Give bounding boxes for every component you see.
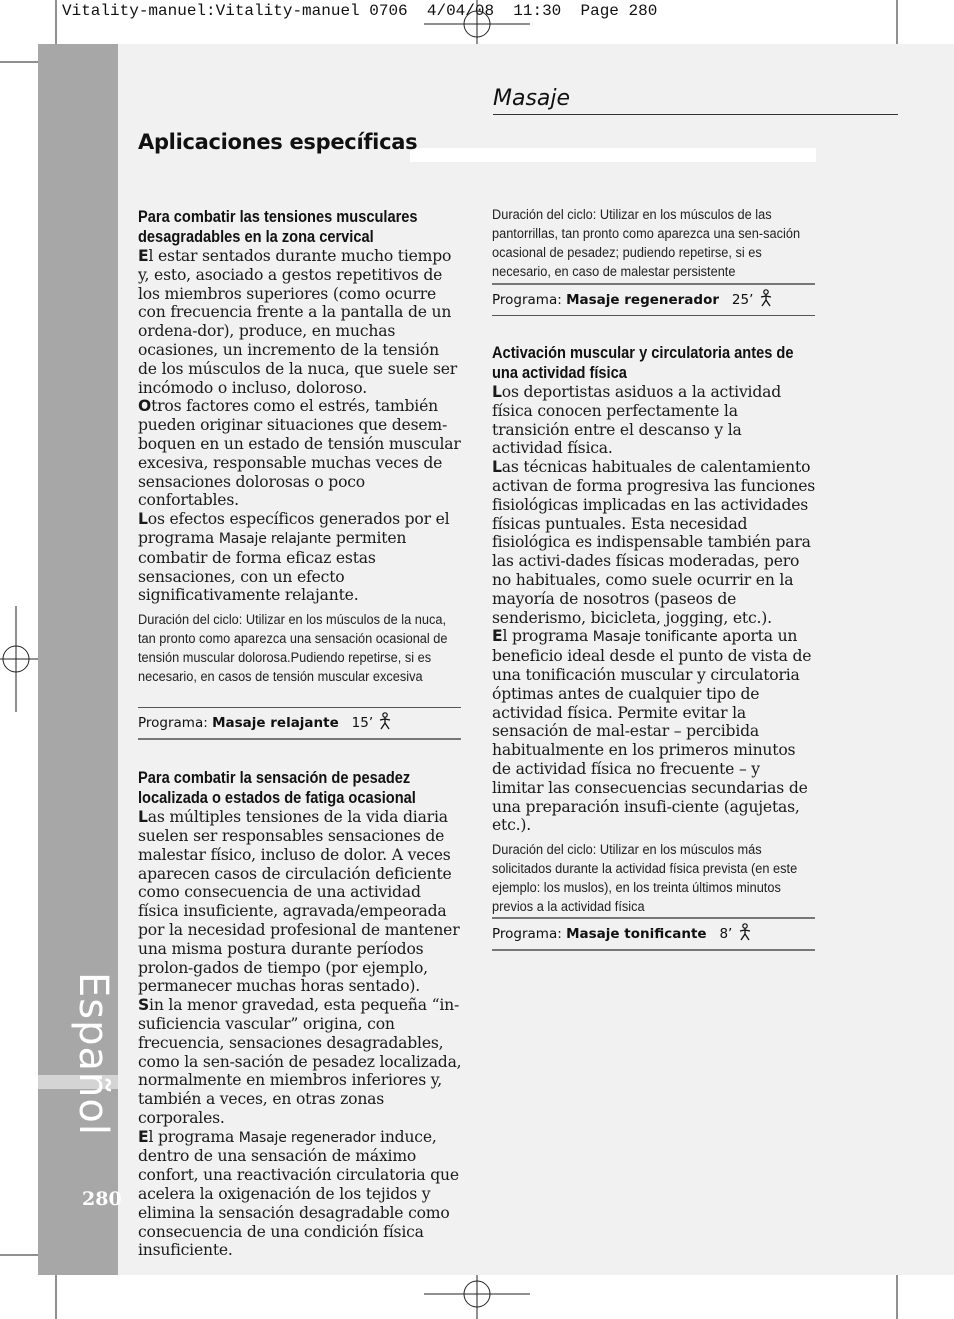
massage-figure-icon bbox=[758, 289, 774, 307]
program-name: Masaje relajante bbox=[212, 715, 339, 732]
paragraph: Los deportistas asiduos a la actividad física conocen perfectamente la transición entre el descanso y la actividad física. bbox=[492, 383, 782, 458]
program-time: 8’ bbox=[719, 926, 733, 943]
program-time: 15’ bbox=[351, 715, 374, 732]
paragraph: El programa Masaje regenerador induce, dentro de una sensación de máximo confort, una reactivación circulatoria que acelera la oxigenación de los tejidos y elimina la sensación desagradable como consecuencia de una condición física insuficiente. bbox=[138, 1127, 459, 1260]
language-label: Español bbox=[70, 972, 116, 1136]
drop-cap: S bbox=[138, 996, 150, 1015]
program-name: Masaje relajante bbox=[218, 530, 332, 547]
program-line: Programa: Masaje regenerador 25’ bbox=[492, 285, 816, 315]
drop-cap: L bbox=[492, 458, 502, 477]
registration-mark-bottom bbox=[424, 1270, 530, 1319]
drop-cap: E bbox=[138, 247, 149, 265]
paragraph: Las técnicas habituales de calentamiento activan de forma progresiva las funciones fisiológicas implicadas en las actividades físicas puntuales. Esta necesidad fisiológica es indispensable también para las activi-dades físicas moderadas, pero no habituales, como suele ocurrir en la mayoría de nosotros (paseos de senderismo, bicicleta, jogging, etc.). bbox=[492, 458, 816, 627]
drop-cap: E bbox=[492, 627, 503, 646]
program-time: 25’ bbox=[731, 292, 754, 308]
heading-cervical: Para combatir las tensiones musculares desagradables en la zona cervical bbox=[138, 207, 418, 246]
drop-cap: O bbox=[138, 397, 152, 416]
print-slug: Vitality-manuel:Vitality-manuel 0706 4/04/08 11:30 Page 280 bbox=[62, 2, 658, 20]
drop-cap: L bbox=[138, 808, 148, 827]
program-name: Masaje regenerador bbox=[238, 1129, 376, 1146]
paragraph: Otros factores como el estrés, también pueden originar situaciones que desem-boquen en un estado de tensión muscular excesiva, responsable muchas veces de sensaciones dolorosas o poco confortables. bbox=[138, 397, 461, 510]
left-column bbox=[138, 207, 462, 1260]
chapter-title: Masaje bbox=[493, 86, 571, 111]
paragraph: El estar sentados durante mucho tiempo y, esto, asociado a gestos repetitivos de los miembros superiores (como ocurre con frecuencia frente a la pantalla de un ordena-dor), produce, en muchas ocasiones, un incremento de la tensión de los músculos de la nuca, que suele ser incómodo o incluso, doloroso. bbox=[138, 247, 458, 397]
right-column bbox=[492, 206, 816, 951]
drop-cap: L bbox=[138, 510, 148, 529]
program-name: Masaje tonificante bbox=[592, 629, 718, 646]
drop-cap: L bbox=[492, 383, 502, 401]
heading-pesadez: Para combatir la sensación de pesadez localizada o estados de fatiga ocasional bbox=[138, 768, 416, 808]
divider bbox=[492, 949, 815, 951]
cycle-duration: Duración del ciclo: Utilizar en los músculos de la nuca, tan pronto como aparezca una sensación ocasional de tensión muscular dolorosa.Pudiendo repetirse, si es necesario, en casos de tensión muscular excesiva bbox=[138, 612, 448, 686]
paragraph: Los efectos específicos generados por el programa Masaje relajante permiten combatir de forma eficaz estas sensaciones, con un efecto significativamente relajante. bbox=[138, 510, 450, 605]
massage-figure-icon bbox=[737, 923, 753, 941]
program-name: Masaje tonificante bbox=[566, 926, 707, 943]
chapter-title-rule bbox=[493, 114, 898, 115]
heading-activacion: Activación muscular y circulatoria antes de una actividad física bbox=[492, 343, 794, 382]
paragraph: El programa Masaje tonificante aporta un beneficio ideal desde el punto de vista de una tonificación muscular y circulatoria óptimas antes de cualquier tipo de actividad física. Permite evitar la sensación de mal-estar – percibida habitualmente en los primeros minutos de actividad física no frecuente – y limitar las consecuencias secundarias de una preparación insufi-ciente (agujetas, etc.). bbox=[492, 627, 812, 835]
program-line: Programa: Masaje tonificante 8’ bbox=[492, 919, 816, 949]
section-title-bar bbox=[410, 148, 816, 162]
cycle-duration: Duración del ciclo: Utilizar en los músculos de las pantorrillas, tan pronto como aparezca una sen-sación ocasional de pesadez; pudiendo repetirse, si es necesario, en caso de malestar persistente bbox=[492, 207, 801, 280]
drop-cap: E bbox=[138, 1127, 149, 1146]
paragraph: Sin la menor gravedad, esta pequeña “in-suficiencia vascular” origina, con frecuencia, sensaciones desagradables, como la sen-sación de pesadez localizada, normalmente en miembros inferiores y, también a veces, en otras zonas corporales. bbox=[138, 996, 462, 1127]
registration-mark-top bbox=[424, 0, 530, 48]
section-title: Aplicaciones específicas bbox=[138, 130, 418, 154]
page-number: 280 bbox=[82, 1188, 122, 1210]
massage-figure-icon bbox=[377, 712, 393, 730]
program-name: Masaje regenerador bbox=[566, 292, 720, 308]
paragraph: Las múltiples tensiones de la vida diaria suelen ser responsables sensaciones de malestar físico, incluso de dolor. A veces aparecen casos de circulación deficiente como consecuencia de una actividad física insuficiente, agravada/empeorada por la necesidad profesional de mantener una misma postura durante períodos prolon-gados de tiempo (por ejemplo, permanecer muchas horas sentado). bbox=[138, 808, 460, 996]
registration-mark-left bbox=[0, 606, 42, 712]
program-line: Programa: Masaje relajante 15’ bbox=[138, 708, 462, 738]
cycle-duration: Duración del ciclo: Utilizar en los músculos más solicitados durante la actividad física prevista (en este ejemplo: los muslos), en los treinta últimos minutos previos a la actividad física bbox=[492, 842, 798, 916]
